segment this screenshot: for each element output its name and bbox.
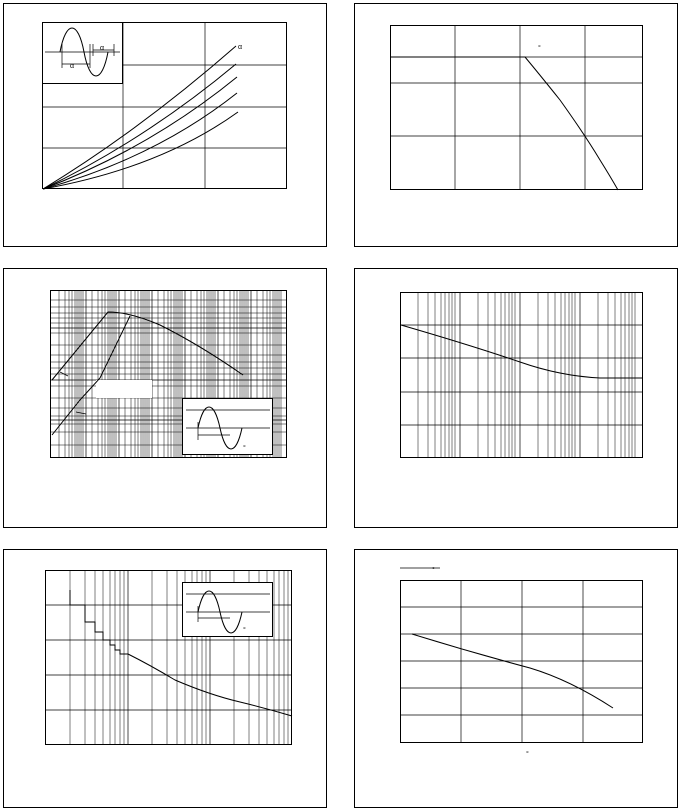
- x-axis-degree: °: [526, 751, 529, 758]
- plot-area: [401, 293, 643, 458]
- panel-bottom-left: [4, 550, 327, 808]
- major-gridlines: [400, 292, 643, 458]
- degree-label: °: [432, 567, 435, 574]
- alpha-label: α: [238, 44, 243, 51]
- log-gridlines: [418, 292, 635, 458]
- alpha-inset-label-1: α: [70, 63, 75, 70]
- panel-frame: [4, 550, 327, 808]
- degree-label: °: [243, 627, 246, 634]
- panel-top-right: [355, 4, 678, 247]
- thermal-curve: [401, 325, 643, 378]
- panel-middle-right: [355, 269, 678, 528]
- degree-label: °: [243, 445, 246, 452]
- panel-frame: [355, 550, 678, 808]
- plot-area: [391, 26, 643, 190]
- panel-frame: [355, 4, 678, 247]
- plot-area: [401, 581, 643, 743]
- degree-label: °: [538, 45, 541, 52]
- label-mask: [96, 380, 152, 398]
- inset-waveform: [183, 583, 273, 637]
- gridlines: [400, 580, 643, 743]
- inset-waveform: [183, 399, 273, 455]
- alpha-inset-label-2: α: [100, 45, 105, 52]
- curve-3: [43, 77, 237, 189]
- panel-bottom-right: [355, 550, 678, 808]
- inset-waveform: [43, 23, 123, 84]
- curve-peak: [52, 312, 243, 380]
- panel-top-left: [4, 4, 327, 247]
- curve-rising: [52, 316, 130, 435]
- derating-curve: [390, 57, 618, 190]
- gridlines: [390, 25, 643, 190]
- panel-middle-left: [4, 269, 327, 528]
